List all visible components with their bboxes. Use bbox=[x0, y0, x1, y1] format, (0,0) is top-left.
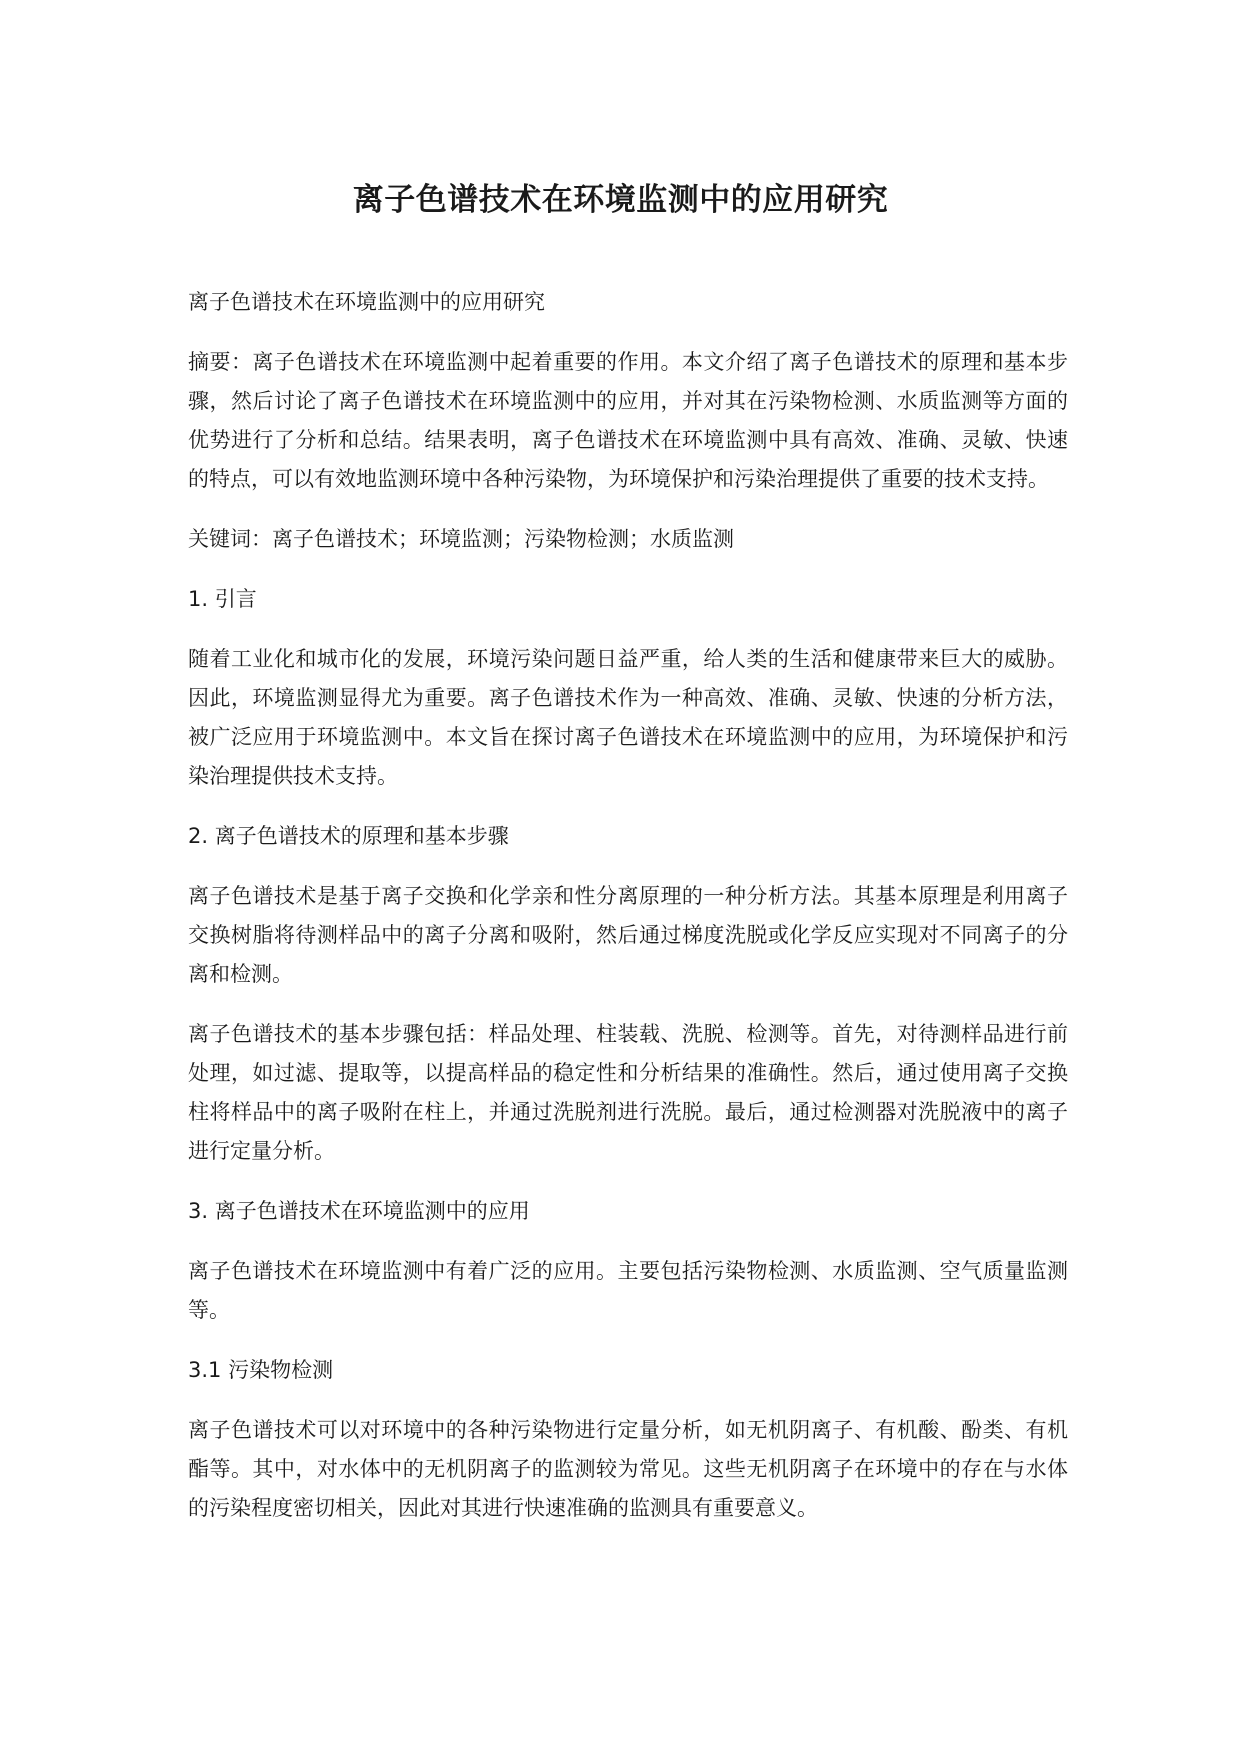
pollutant-detection-paragraph: 离子色谱技术可以对环境中的各种污染物进行定量分析，如无机阴离子、有机酸、酚类、有机酯等。其中，对水体中的无机阴离子的监测较为常见。这些无机阴离子在环境中的存在与水体的污染程度密切相关，因此对其进行快速准确的监测具有重要意义。 bbox=[188, 1418, 1068, 1520]
subsection-heading-pollutant-detection: 3.1 污染物检测 bbox=[188, 1358, 334, 1382]
document-title: 离子色谱技术在环境监测中的应用研究 bbox=[352, 182, 889, 218]
steps-paragraph: 离子色谱技术的基本步骤包括：样品处理、柱装载、洗脱、检测等。首先，对待测样品进行前处理，如过滤、提取等，以提高样品的稳定性和分析结果的准确性。然后，通过使用离子交换柱将样品中的离子吸附在柱上，并通过洗脱剂进行洗脱。最后，通过检测器对洗脱液中的离子进行定量分析。 bbox=[188, 1022, 1068, 1163]
keywords-line: 关键词：离子色谱技术；环境监测；污染物检测；水质监测 bbox=[188, 527, 734, 551]
document-body bbox=[188, 283, 1068, 1549]
principle-paragraph: 离子色谱技术是基于离子交换和化学亲和性分离原理的一种分析方法。其基本原理是利用离子交换树脂将待测样品中的离子分离和吸附，然后通过梯度洗脱或化学反应实现对不同离子的分离和检测。 bbox=[188, 884, 1068, 986]
section-heading-introduction: 1. 引言 bbox=[188, 587, 257, 611]
abstract-paragraph: 摘要：离子色谱技术在环境监测中起着重要的作用。本文介绍了离子色谱技术的原理和基本步骤，然后讨论了离子色谱技术在环境监测中的应用，并对其在污染物检测、水质监测等方面的优势进行了分析和总结。结果表明，离子色谱技术在环境监测中具有高效、准确、灵敏、快速的特点，可以有效地监测环境中各种污染物，为环境保护和污染治理提供了重要的技术支持。 bbox=[188, 350, 1068, 491]
introduction-paragraph: 随着工业化和城市化的发展，环境污染问题日益严重，给人类的生活和健康带来巨大的威胁。因此，环境监测显得尤为重要。离子色谱技术作为一种高效、准确、灵敏、快速的分析方法，被广泛应用于环境监测中。本文旨在探讨离子色谱技术在环境监测中的应用，为环境保护和污染治理提供技术支持。 bbox=[188, 647, 1068, 788]
section-heading-application: 3. 离子色谱技术在环境监测中的应用 bbox=[188, 1199, 530, 1223]
section-heading-principle: 2. 离子色谱技术的原理和基本步骤 bbox=[188, 824, 509, 848]
document-subtitle: 离子色谱技术在环境监测中的应用研究 bbox=[188, 290, 545, 314]
application-paragraph: 离子色谱技术在环境监测中有着广泛的应用。主要包括污染物检测、水质监测、空气质量监测等。 bbox=[188, 1259, 1068, 1322]
